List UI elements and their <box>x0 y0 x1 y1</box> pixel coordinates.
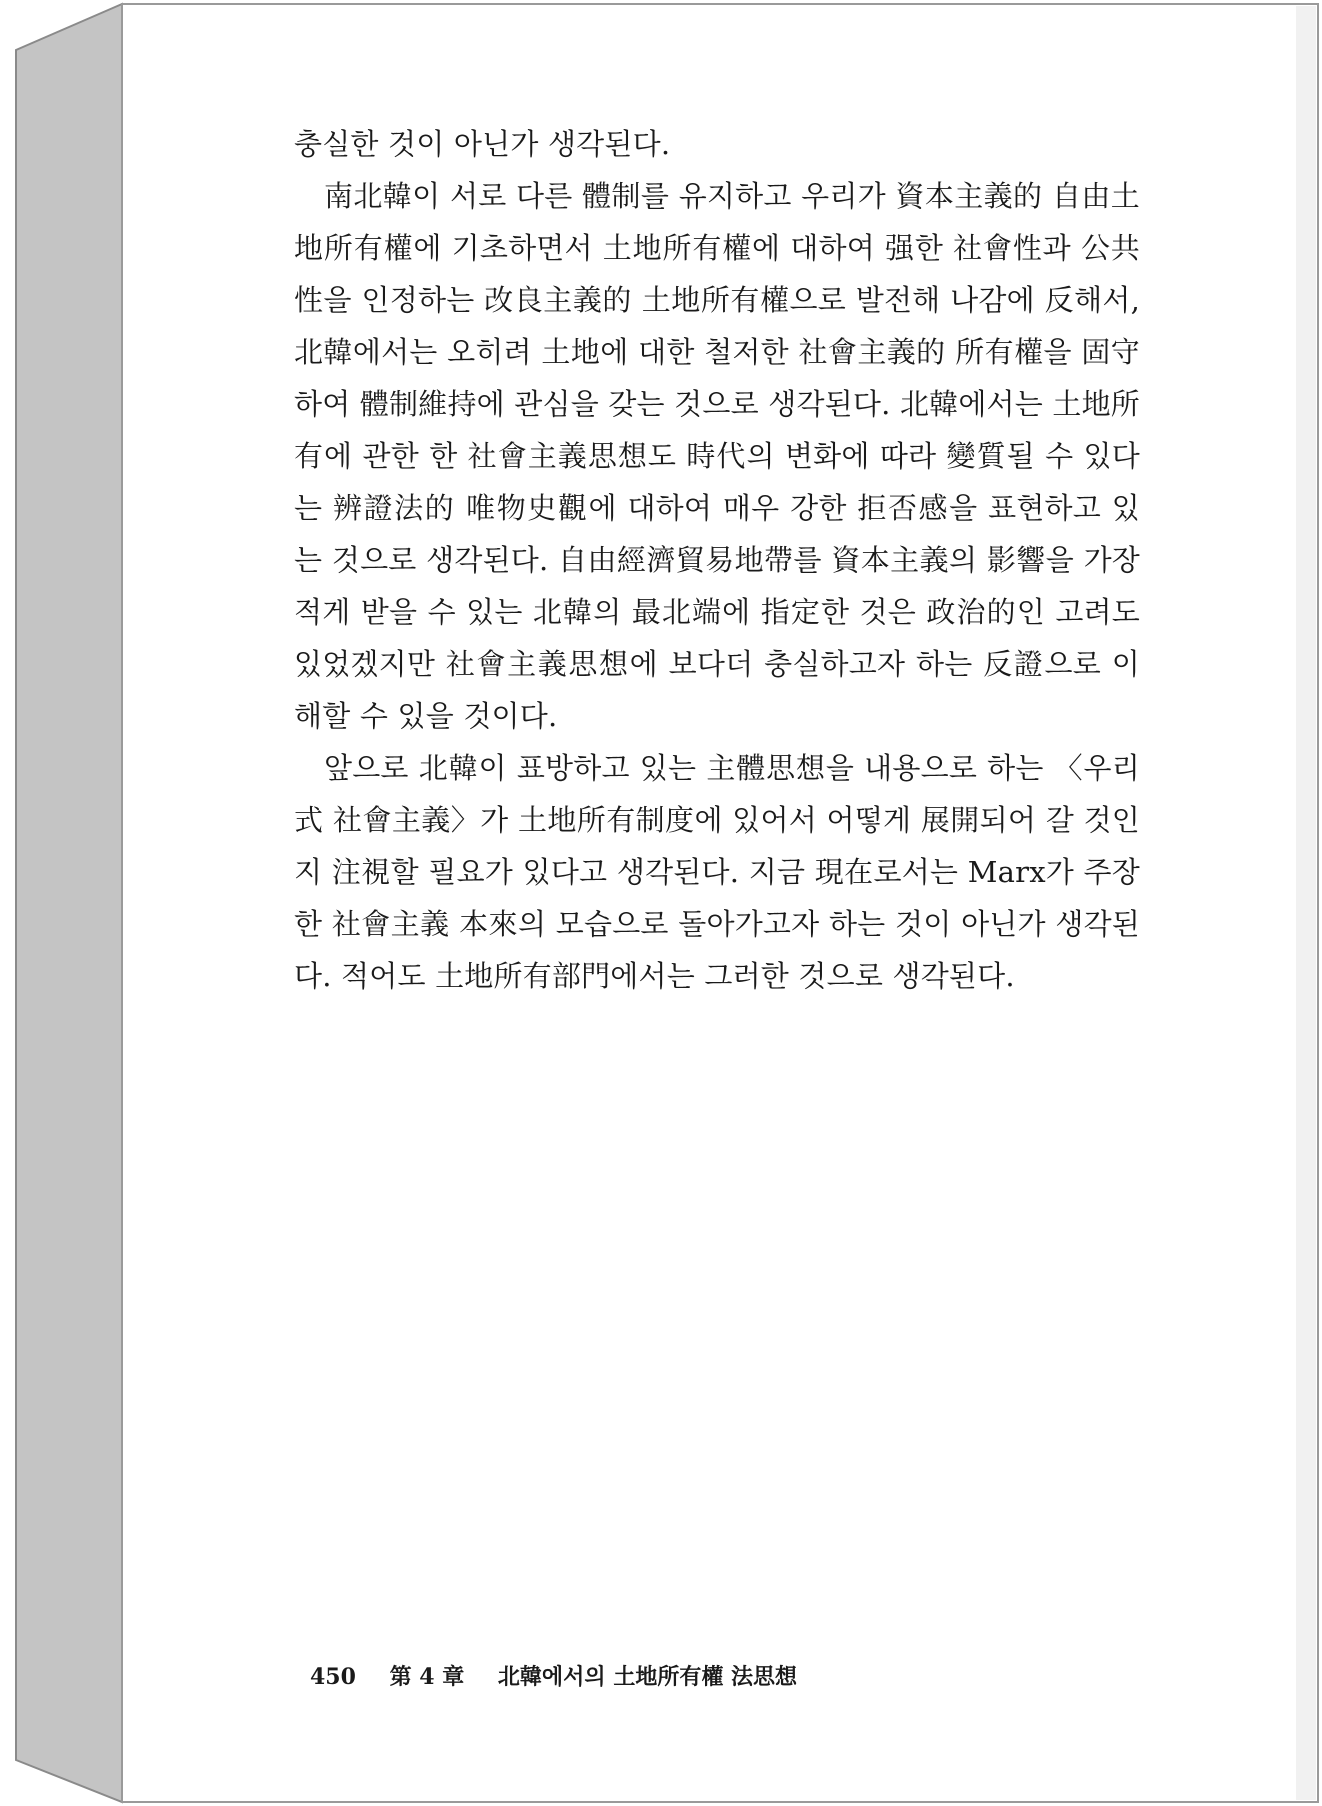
page-body <box>294 118 1140 1002</box>
paragraph-2: 南北韓이 서로 다른 體制를 유지하고 우리가 資本主義的 自由土地所有權에 기초하면서 土地所有權에 대하여 强한 社會性과 公共性을 인정하는 改良主義的 土地所有權으로 발전해 나감에 反해서, 北韓에서는 오히려 土地에 대한 철저한 社會主義的 所有權을 固守하여 體制維持에 관심을 갖는 것으로 생각된다. 北韓에서는 土地所有에 관한 한 社會主義思想도 時代의 변화에 따라 變質될 수 있다는 辨證法的 唯物史觀에 대하여 매우 강한 拒否感을 표현하고 있는 것으로 생각된다. 自由經濟貿易地帶를 資本主義의 影響을 가장 적게 받을 수 있는 北韓의 最北端에 指定한 것은 政治的인 고려도 있었겠지만 社會主義思想에 보다더 충실하고자 하는 反證으로 이해할 수 있을 것이다. <box>294 179 1140 733</box>
paragraph-1: 충실한 것이 아닌가 생각된다. <box>294 127 671 161</box>
chapter-label: 第 4 章 <box>389 1664 465 1690</box>
page-number: 450 <box>310 1664 356 1690</box>
paragraph-3: 앞으로 北韓이 표방하고 있는 主體思想을 내용으로 하는 〈우리式 社會主義〉가 土地所有制度에 있어서 어떻게 展開되어 갈 것인지 注視할 필요가 있다고 생각된다. 지금 現在로서는 Marx가 주장한 社會主義 本來의 모습으로 돌아가고자 하는 것이 아닌가 생각된다. 적어도 土地所有部門에서는 그러한 것으로 생각된다. <box>294 751 1140 993</box>
page-footer <box>310 1660 797 1691</box>
book-spine <box>16 4 122 1802</box>
running-title: 北韓에서의 土地所有權 法思想 <box>497 1664 797 1690</box>
page-edge-shadow <box>1296 6 1316 1800</box>
